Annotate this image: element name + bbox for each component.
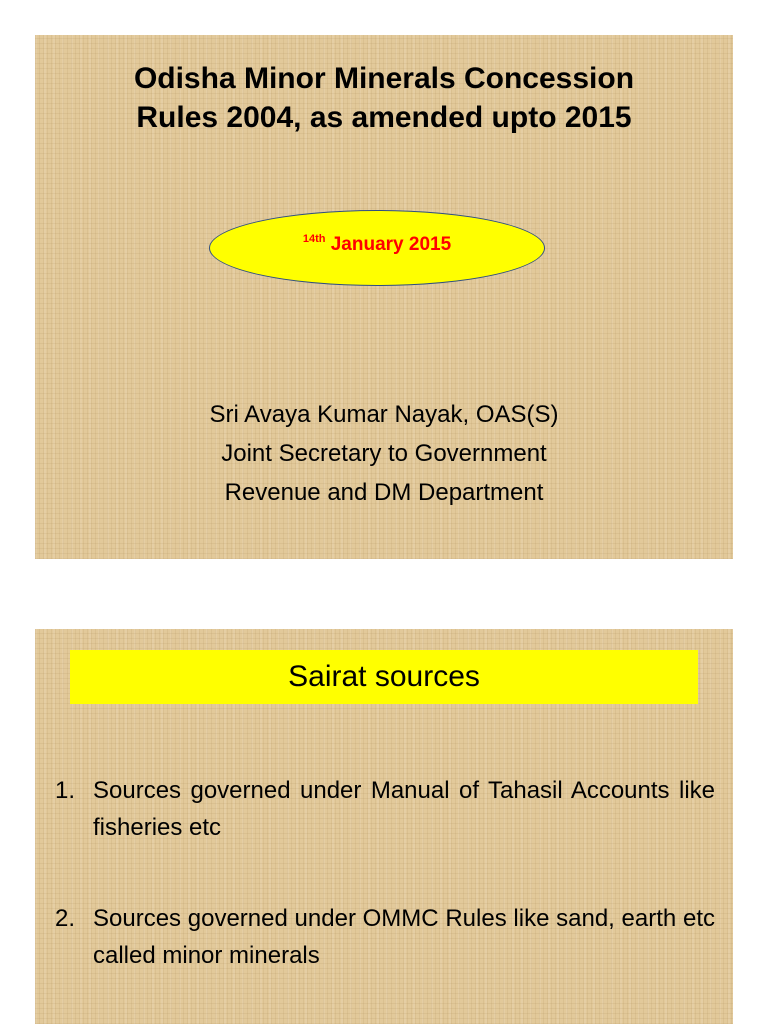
author-designation: Joint Secretary to Government (221, 440, 547, 467)
slide-title-line-1: Odisha Minor Minerals Concession (133, 62, 635, 95)
list-item-number: 2. (55, 905, 76, 932)
date-day-superscript: 14th (302, 233, 326, 245)
author-name: Sri Avaya Kumar Nayak, OAS(S) (209, 401, 559, 428)
date-label (210, 233, 544, 256)
list-item-text: Sources governed under OMMC Rules like sand, earth etc called minor minerals (93, 905, 715, 969)
slide-title (35, 59, 733, 137)
title-slide (35, 35, 733, 559)
slide-heading: Sairat sources (288, 660, 480, 693)
list-item (55, 772, 715, 846)
heading-bar (70, 650, 698, 704)
list-item (55, 900, 715, 974)
list-item-text: Sources governed under Manual of Tahasil Accounts like fisheries etc (93, 777, 715, 841)
sairat-sources-slide (35, 629, 733, 1024)
date-ellipse (209, 210, 545, 286)
author-block (35, 395, 733, 512)
author-department: Revenue and DM Department (224, 479, 544, 506)
date-month-year: January 2015 (325, 234, 452, 255)
slide-title-line-2: Rules 2004, as amended upto 2015 (136, 101, 632, 134)
list-item-number: 1. (55, 777, 76, 804)
